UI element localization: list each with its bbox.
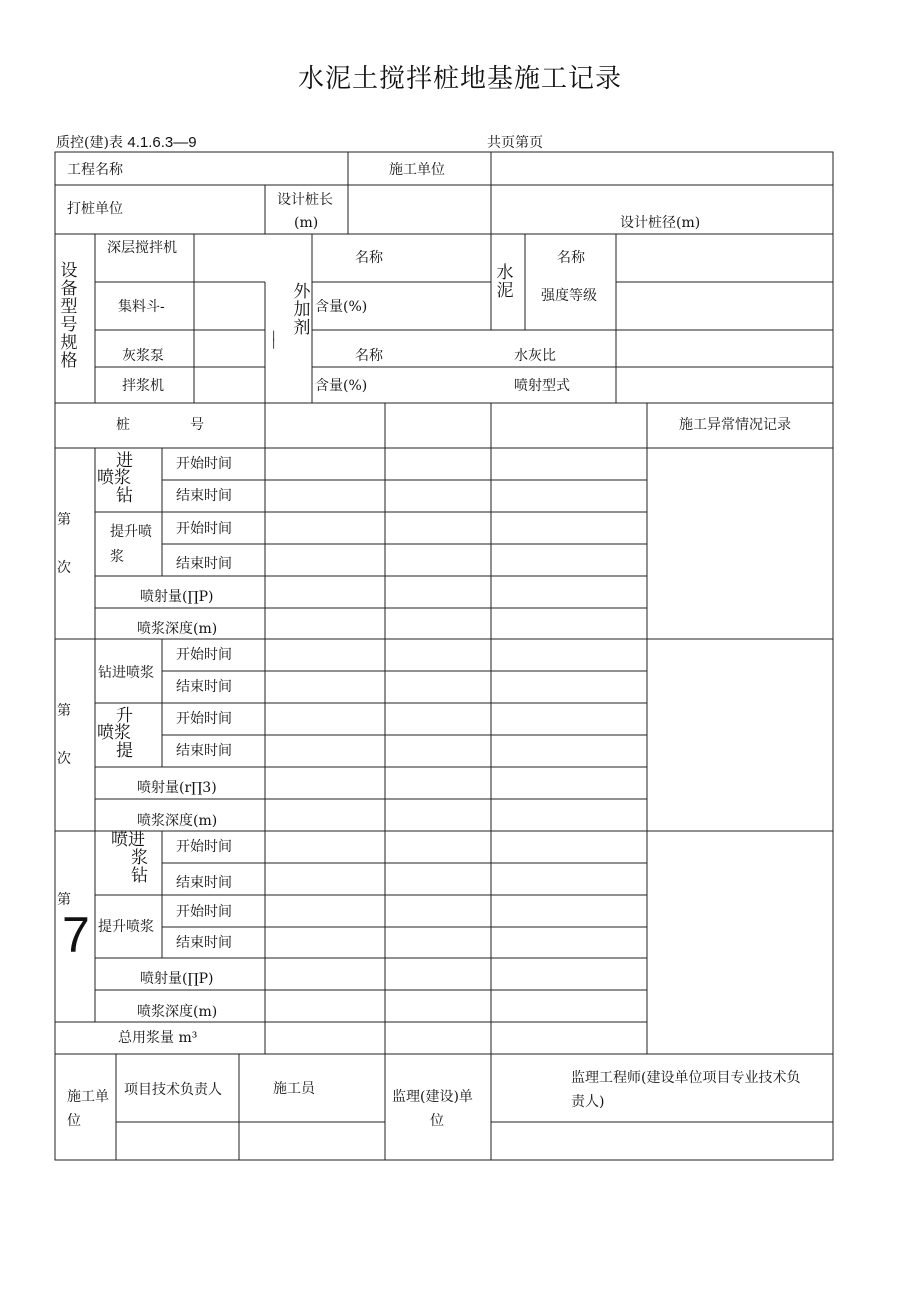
footer-construction-unit-2: 位 [67, 1113, 81, 1129]
piling-unit-label: 打桩单位 [67, 201, 123, 217]
round3-drill-2: 浆 [131, 848, 148, 868]
pile-number-label-2: 号 [190, 417, 204, 433]
admixture-label: 外 加 剂 [293, 282, 311, 338]
constructor-label: 施工员 [273, 1081, 315, 1097]
page-title: 水泥土搅拌桩地基施工记录 [297, 64, 622, 94]
design-pile-length-label: 设计桩长 [277, 192, 333, 208]
round2-spray-amount: 喷射量(r∏3) [137, 780, 217, 796]
piling-unit-field[interactable] [145, 186, 264, 233]
grout-pump-label: 灰浆泵 [122, 348, 164, 364]
admixture-name2-field[interactable] [392, 331, 490, 366]
round3-drill-end: 结束时间 [176, 875, 232, 891]
round2-drill-end: 结束时间 [176, 679, 232, 695]
supervisor-label-2: 责人) [571, 1094, 605, 1110]
round2-drill-start: 开始时间 [176, 647, 232, 663]
round1-drill-start: 开始时间 [176, 456, 232, 472]
supervision-unit-2: 位 [430, 1113, 444, 1129]
construction-unit-label: 施工单位 [389, 162, 445, 178]
supervision-unit-1: 监理(建设)单 [392, 1089, 473, 1105]
spray-type-label: 喷射型式 [514, 378, 570, 394]
round1-spray-amount: 喷射量(∏P) [140, 589, 214, 605]
round1-lift-start: 开始时间 [176, 521, 232, 537]
deep-mixer-label: 深层搅拌机 [107, 240, 177, 256]
admixture-content2-label: 含量(%) [315, 378, 368, 394]
round1-drill-3: 钻 [116, 486, 133, 506]
constructor-signature-field[interactable] [240, 1123, 384, 1159]
round3-spray-depth: 喷浆深度(m) [137, 1004, 218, 1020]
hopper-label: 集料斗- [118, 299, 165, 315]
deep-mixer-field[interactable] [195, 235, 311, 281]
supervisor-label-1: 监理工程师(建设单位项目专业技术负 [571, 1070, 801, 1086]
admixture-name-label: 名称 [355, 250, 383, 266]
round2-lift-start: 开始时间 [176, 711, 232, 727]
grout-mixer-label: 拌浆机 [122, 378, 164, 394]
admixture-mark-2: | [272, 338, 276, 349]
abnormal-record-label: 施工异常情况记录 [679, 417, 791, 433]
round1-spray-depth: 喷浆深度(m) [137, 621, 218, 637]
round1-drill-end: 结束时间 [176, 488, 232, 504]
round2-lift-1: 升 [116, 706, 133, 726]
round2-label-1: 第 [57, 703, 71, 719]
design-pile-length-unit: (m) [294, 215, 319, 231]
round2-lift-2: 喷浆 [97, 723, 131, 743]
total-grout-label: 总用浆量 m³ [118, 1030, 198, 1046]
cement-name-field[interactable] [617, 235, 832, 281]
round3-lift-start: 开始时间 [176, 904, 232, 920]
round3-drill-start: 开始时间 [176, 839, 232, 855]
round2-drill-label: 钻进喷浆 [98, 665, 154, 681]
round1-lift-end: 结束时间 [176, 556, 232, 572]
footer-construction-unit-1: 施工单 [67, 1089, 109, 1105]
round3-lift-end: 结束时间 [176, 935, 232, 951]
round3-label-1: 第 [57, 892, 71, 908]
cement-name-label: 名称 [557, 250, 585, 266]
form-code-prefix: 质控(建)表 [56, 135, 123, 151]
round2-lift-end: 结束时间 [176, 743, 232, 759]
spray-type-field[interactable] [617, 368, 832, 402]
grout-mixer-field[interactable] [195, 368, 264, 402]
round1-drill-1: 进 [116, 451, 133, 471]
page-info: 共页第页 [487, 135, 543, 151]
construction-unit-field[interactable] [492, 153, 832, 184]
tech-lead-signature-field[interactable] [117, 1123, 238, 1159]
round3-drill-1: 喷进 [111, 830, 145, 850]
round1-drill-2: 喷浆 [97, 468, 131, 488]
design-pile-length-field[interactable] [349, 186, 490, 233]
strength-grade-label: 强度等级 [541, 288, 597, 304]
round2-spray-depth: 喷浆深度(m) [137, 813, 218, 829]
project-name-field[interactable] [174, 153, 347, 184]
round2-lift-3: 提 [116, 741, 133, 761]
round3-drill-3: 钻 [131, 866, 148, 886]
water-cement-ratio-label: 水灰比 [514, 348, 556, 364]
form-code-number: 4.1.6.3—9 [127, 134, 197, 151]
round3-label-2: 7 [62, 907, 90, 963]
round1-lift-label-2: 浆 [110, 549, 124, 565]
admixture-content-label: 含量(%) [315, 299, 368, 315]
round1-lift-label-1: 提升喷 [110, 524, 152, 540]
strength-grade-field[interactable] [617, 283, 832, 329]
round2-label-2: 次 [57, 751, 71, 767]
project-name-label: 工程名称 [67, 162, 123, 178]
design-pile-diameter-label: 设计桩径(m) [620, 215, 701, 231]
pile-number-label-1: 桩 [116, 417, 130, 433]
round1-label-1: 第 [57, 512, 71, 528]
round3-lift-label: 提升喷浆 [98, 919, 154, 935]
equipment-spec-label: 设 备 型 号 规 格 [60, 261, 78, 371]
supervisor-signature-field[interactable] [492, 1123, 832, 1159]
water-cement-ratio-field[interactable] [617, 331, 832, 366]
cement-label: 水 泥 [496, 263, 514, 301]
round3-spray-amount: 喷射量(∏P) [140, 971, 214, 987]
grout-pump-field[interactable] [195, 331, 264, 366]
tech-lead-label: 项目技术负责人 [124, 1082, 222, 1098]
hopper-field[interactable] [195, 283, 264, 329]
round1-label-2: 次 [57, 560, 71, 576]
admixture-mark: | [272, 330, 276, 341]
admixture-name2-label: 名称 [355, 348, 383, 364]
